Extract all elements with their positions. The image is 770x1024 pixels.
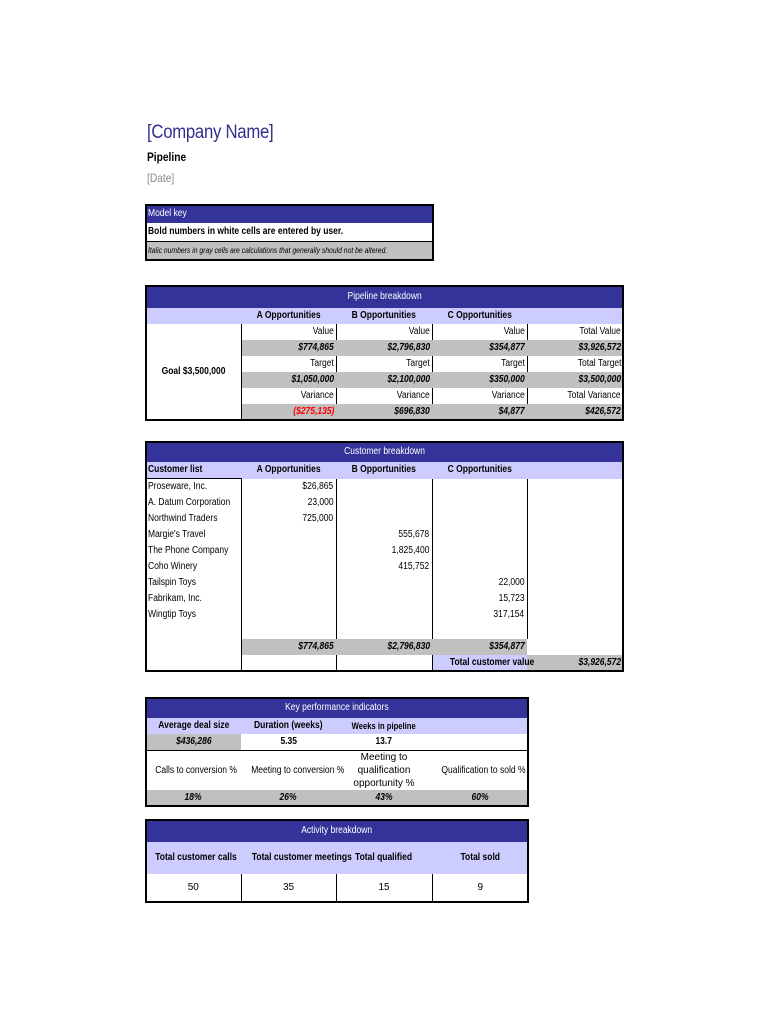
kpi-percent: 43%: [375, 792, 393, 803]
customer-col-b: B Opportunities: [351, 464, 417, 476]
customer-empty-cell: [527, 575, 623, 591]
pipeline-label: Variance: [396, 390, 430, 401]
customer-row: [146, 575, 623, 591]
customer-name: Fabrikam, Inc.: [148, 593, 202, 604]
customer-row: [146, 607, 623, 623]
customer-name: A. Datum Corporation: [148, 497, 231, 508]
kpi-title: Key performance indicators: [285, 702, 389, 713]
pipeline-value: $3,926,572: [578, 342, 622, 353]
pipeline-title: Pipeline breakdown: [347, 291, 422, 302]
customer-value-a: 725,000: [302, 513, 334, 524]
customer-total-b: $2,796,830: [387, 641, 430, 652]
pipeline-col-b: B Opportunities: [351, 310, 417, 321]
pipeline-value: $774,865: [298, 342, 334, 353]
customer-table: [146, 442, 623, 671]
customer-rows: [146, 479, 623, 624]
kpi-header: Calls to conversion %: [155, 764, 237, 776]
customer-empty-cell: [527, 591, 623, 607]
page-title: Pipeline: [147, 150, 187, 164]
customer-list-label: Customer list: [148, 464, 203, 475]
kpi-value: 5.35: [280, 736, 297, 747]
kpi-percent: 60%: [471, 792, 489, 803]
pipeline-value: $354,877: [489, 342, 525, 353]
model-key-line1: Bold numbers in white cells are entered by user.: [148, 226, 344, 237]
customer-value-c: 15,723: [498, 593, 525, 604]
activity-title: Activity breakdown: [301, 825, 373, 836]
pipeline-value: $350,000: [489, 374, 525, 385]
customer-name: Wingtip Toys: [148, 609, 197, 620]
goal-label: Goal $3,500,000: [161, 366, 226, 377]
customer-row: [146, 591, 623, 607]
customer-value-c: 22,000: [498, 577, 525, 588]
pipeline-table: [146, 286, 623, 420]
customer-name: Tailspin Toys: [148, 577, 197, 588]
pipeline-value: $2,100,000: [387, 374, 430, 385]
kpi-header: Weeks in pipeline: [351, 721, 417, 731]
customer-value-a: $26,865: [302, 480, 334, 492]
customer-empty-cell: [527, 479, 623, 496]
pipeline-label: Total Variance: [567, 390, 622, 401]
customer-name: Northwind Traders: [148, 513, 218, 524]
pipeline-value: $426,572: [585, 406, 622, 417]
customer-empty-cell: [527, 543, 623, 559]
pipeline-label: Target: [500, 358, 525, 369]
customer-col-a: A Opportunities: [256, 464, 321, 476]
customer-row: [146, 543, 623, 559]
pipeline-label: Total Value: [579, 326, 622, 337]
customer-name: Coho Winery: [148, 561, 198, 572]
customer-empty-cell: [527, 495, 623, 511]
customer-row: [146, 511, 623, 527]
kpi-value: 13.7: [375, 736, 393, 747]
pipeline-label: Value: [503, 326, 525, 337]
customer-value-b: 415,752: [398, 561, 430, 572]
model-key-table: [146, 205, 433, 260]
pipeline-value: $2,796,830: [387, 342, 430, 353]
pipeline-label: Variance: [491, 390, 525, 401]
customer-row: [146, 479, 623, 496]
total-customer-value-label: Total customer value: [449, 657, 534, 668]
customer-name: Proseware, Inc.: [148, 481, 208, 492]
activity-value: 35: [282, 882, 295, 893]
pipeline-value: $1,050,000: [291, 374, 334, 385]
customer-title: Customer breakdown: [344, 446, 425, 457]
pipeline-label: Target: [405, 358, 430, 369]
pipeline-value: $4,877: [498, 406, 525, 417]
pipeline-label: Variance: [300, 390, 334, 401]
pipeline-label: Target: [309, 358, 334, 369]
customer-row: [146, 559, 623, 575]
activity-value: 9: [477, 882, 484, 893]
kpi-value: $436,286: [175, 736, 212, 747]
pipeline-value: $3,500,000: [578, 374, 622, 385]
customer-row: [146, 495, 623, 511]
customer-value-b: 555,678: [398, 529, 430, 540]
pipeline-value: $696,830: [394, 406, 430, 417]
model-key-title: Model key: [148, 208, 187, 219]
pipeline-col-c: C Opportunities: [447, 310, 512, 321]
kpi-header: Qualification to sold %: [441, 764, 526, 776]
activity-value: 15: [378, 882, 390, 893]
customer-value-a: 23,000: [307, 497, 334, 508]
kpi-header: Duration (weeks): [254, 720, 323, 731]
date-field: [Date]: [147, 171, 175, 185]
total-customer-value: $3,926,572: [578, 657, 622, 668]
pipeline-col-a: A Opportunities: [256, 310, 321, 321]
customer-name: The Phone Company: [148, 545, 229, 556]
company-name: [Company Name]: [147, 122, 274, 143]
model-key-line2: Italic numbers in gray cells are calculations that generally should not be altered.: [148, 246, 388, 255]
activity-header: Total sold: [460, 852, 500, 863]
customer-row: [146, 527, 623, 543]
kpi-percent: 18%: [184, 792, 202, 803]
activity-table: [146, 820, 528, 902]
kpi-table: [146, 698, 528, 806]
pipeline-label: Total Target: [577, 358, 622, 369]
customer-empty-cell: [527, 607, 623, 623]
pipeline-label: Value: [408, 326, 430, 337]
activity-header: Total customer calls: [155, 852, 237, 863]
customer-name: Margie's Travel: [148, 529, 206, 540]
pipeline-label: Value: [312, 326, 334, 337]
kpi-percent: 26%: [279, 792, 297, 803]
activity-header: Total customer meetings: [251, 852, 352, 863]
customer-value-c: 317,154: [493, 609, 525, 620]
customer-col-c: C Opportunities: [447, 464, 512, 476]
customer-empty-cell: [527, 511, 623, 527]
customer-value-b: 1,825,400: [391, 545, 430, 556]
pipeline-variance-negative: ($275,135): [292, 406, 334, 417]
customer-total-c: $354,877: [489, 641, 525, 652]
customer-total-a: $774,865: [298, 641, 334, 652]
activity-header: Total qualified: [355, 852, 413, 863]
activity-value: 50: [187, 882, 199, 893]
customer-empty-cell: [527, 559, 623, 575]
kpi-header: Average deal size: [157, 720, 230, 731]
kpi-header: Meeting to conversion %: [251, 764, 345, 776]
kpi-header: Meeting to qualification opportunity %: [353, 752, 415, 789]
customer-empty-cell: [527, 527, 623, 543]
